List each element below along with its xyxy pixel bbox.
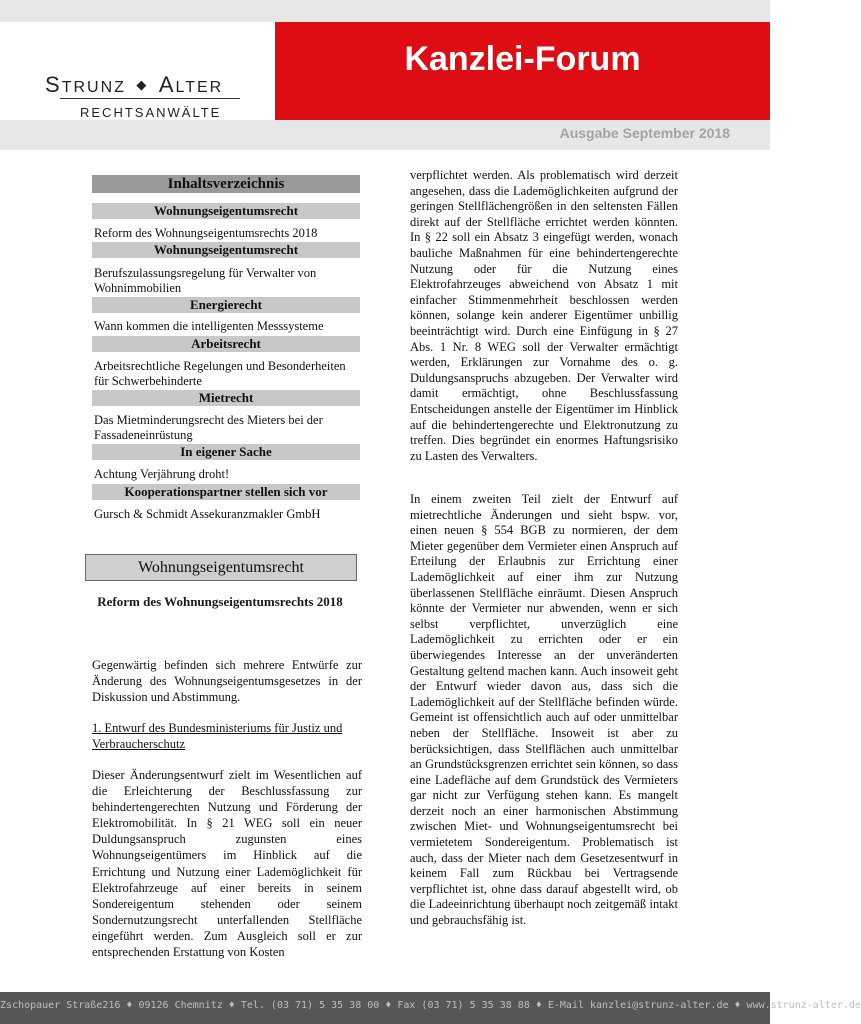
logo-name-2-rest: LTER [175,79,224,96]
toc-heading: Kooperationspartner stellen sich vor [92,484,360,500]
diamond-icon: ◆ [136,77,149,92]
toc-entry[interactable]: Gursch & Schmidt Assekuranzmakler GmbH [94,507,321,521]
logo-name: STRUNZ ◆ ALTER [45,72,224,97]
toc-entry[interactable]: Berufszulassungsregelung für Verwalter von Wohnimmobilien [94,266,317,295]
title-banner [275,22,770,120]
newsletter-title: Kanzlei-Forum [404,40,641,78]
footer-bar [0,992,861,1024]
toc-entry[interactable]: Das Mietminderungsrecht des Mieters bei der Fassadeneinrüstung [94,413,323,442]
logo-subtitle: RECHTSANWÄLTE [80,105,222,120]
toc-heading: Energierecht [92,297,360,313]
footer-contact: Zschopauer Straße216 ♦ 09126 Chemnitz ♦ Tel. (03 71) 5 35 38 00 ♦ Fax (03 71) 5 35 38 88 ♦ E-Mail kanzlei@strunz-alter.de ♦ www.strunz-alter.de [0,1000,861,1011]
logo-name-1-rest: TRUNZ [61,79,126,96]
logo-divider [60,98,240,99]
toc-entry[interactable]: Reform des Wohnungseigentumsrechts 2018 [94,226,318,240]
article-paragraph: verpflichtet werden. Als problematisch wird derzeit angesehen, dass die Lademöglichkeiten aufgrund der geringen Stellflächengrößen in den seltensten Fällen direkt auf der Stellfläche errichtet werden könnten. In § 22 soll ein Absatz 3 eingefügt werden, wonach bauliche Maßnahmen für eine behindertengerechte Nutzung oder für die Nutzung eines Elektrofahrzeuges abweichend von Absatz 1 mit einfacher Stimmenmehrheit beschlossen werden können, solange kein anderer Eigentümer unbillig beeinträchtigt wird. Durch eine Einfügung in § 27 Abs. 1 Nr. 8 WEG soll der Verwalter ermächtigt werden, Erklärungen zur Vornahme des o. g. Duldungsanspruchs abzugeben. Der Verwalter wird damit ermächtigt, ohne Beschlussfassung Entscheidungen anstelle der Eigentümer im Hinblick auf die behindertengerechte und Elektronutzung zu treffen. Dies begründet ein enormes Haftungsrisiko zu Lasten des Verwalters. [410,168,678,463]
toc-entry[interactable]: Achtung Verjährung droht! [94,467,230,481]
article-subtitle: Reform des Wohnungseigentumsrechts 2018 [97,594,343,609]
article-paragraph: Dieser Änderungsentwurf zielt im Wesentlichen auf die Erleichterung der Beschlussfassung zur behindertengerechten Nutzung und Förderung der Elektromobilität. In § 21 WEG soll ein neuer Duldungsanspruch zugunsten eines Wohnungseigentümers im Hinblick auf die Errichtung und Nutzung einer Lademöglichkeit für Elektrofahrzeuge auf einer bereits in seinem Sondereigentum stehenden oder seinem Sondernutzungsrecht unterfallenden Stellfläche eingeführt werden. Zum Ausgleich soll er zur entsprechenden Erstattung von Kosten [92,768,362,960]
article-intro: Gegenwärtig befinden sich mehrere Entwürfe zur Änderung des Wohnungseigentumsgesetzes in der Diskussion und Abstimmung. [92,658,362,705]
toc-title: Inhaltsverzeichnis [92,175,360,193]
toc-heading: Arbeitsrecht [92,336,360,352]
toc-heading: Mietrecht [92,390,360,406]
article-subheading: 1. Entwurf des Bundesministeriums für Justiz und Verbraucherschutz [92,721,343,752]
toc-heading: Wohnungseigentumsrecht [92,203,360,219]
issue-date: Ausgabe September 2018 [559,125,730,141]
toc-heading: In eigener Sache [92,444,360,460]
toc-entry[interactable]: Wann kommen die intelligenten Messsysteme [94,319,324,333]
firm-logo [0,22,275,120]
toc-entry[interactable]: Arbeitsrechtliche Regelungen und Besonderheiten für Schwerbehinderte [94,359,346,388]
toc-heading: Wohnungseigentumsrecht [92,242,360,258]
article-paragraph: In einem zweiten Teil zielt der Entwurf auf mietrechtliche Änderungen und sieht bspw. vor, einen neuen § 554 BGB zu normieren, der dem Mieter gegenüber dem Vermieter einen Anspruch auf Erteilung der Erlaubnis zur Errichtung einer Lademöglichkeit auf einer ihm zur Nutzung überlassenen Stellfläche einräumt. Diesen Anspruch könnte der Vermieter nur abwenden, wenn er sich selbst verpflichtet, unverzüglich eine Lademöglichkeit zu errichten oder er ein überwiegendes Interesse an der unveränderten Gestaltung geltend machen kann. Auch insoweit geht der Entwurf wieder davon aus, dass sich die Lademöglichkeit auf der Stellfläche befinden würde. Gemeint ist offensichtlich auch auf oder unmittelbar neben der Stellfläche. Insoweit ist aber zu berücksichtigen, dass Stellflächen auch unmittelbar an Grundstücksgrenzen errichtet sein können, so dass eine Ladefläche auf dem Grundstück des Vermieters gar nicht zur Verfügung stehen kann. Es mangelt derzeit noch an einer harmonischen Abstimmung zwischen Miet- und Wohnungseigentumsrecht bei vermietetem Sondereigentum. Problematisch ist auch, dass der Mieter nach dem Gesetzesentwurf in keinem Fall zum Rückbau bei Vertragsende verpflichtet ist, ohne dass darauf abgestellt wird, ob die Ladeeinrichtung überhaupt noch zeitgemäß intakt und gebrauchsfähig ist. [410,492,678,928]
section-title: Wohnungseigentumsrecht [85,554,357,581]
